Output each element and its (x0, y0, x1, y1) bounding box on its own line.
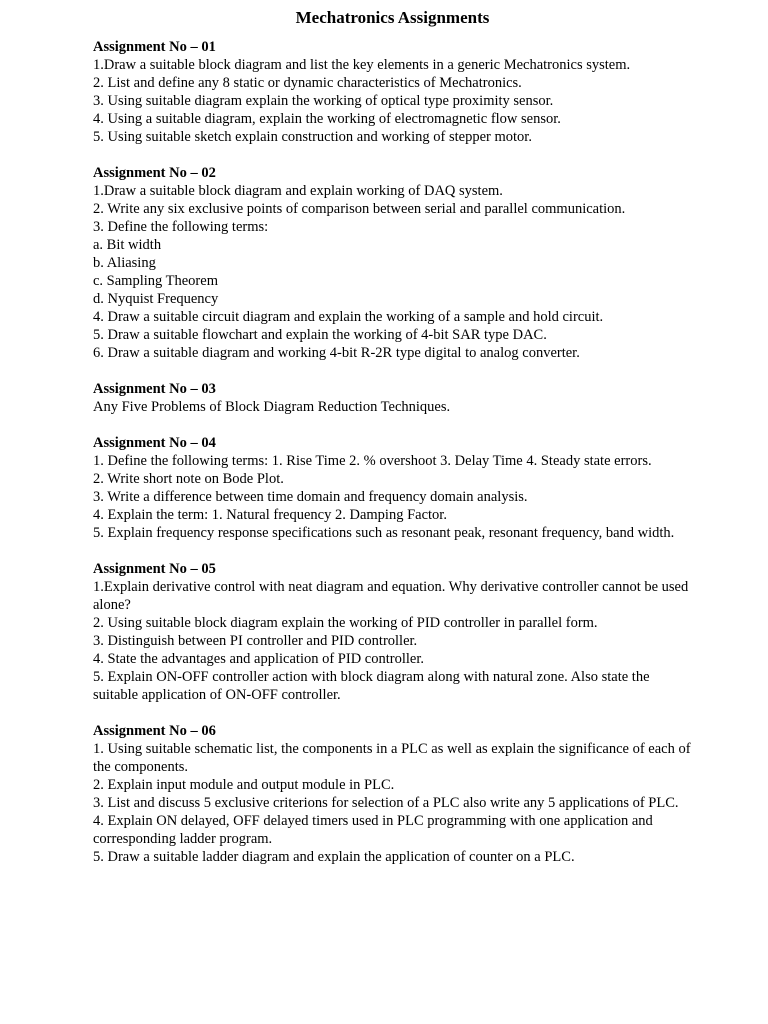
assignment-question: 3. Define the following terms: (93, 219, 269, 235)
assignment-section (93, 38, 692, 146)
assignment-question: 4. Explain ON delayed, OFF delayed timers used in PLC programming with one application and corresponding ladder program. (93, 813, 653, 847)
assignment-question: 4. Draw a suitable circuit diagram and explain the working of a sample and hold circuit. (93, 309, 604, 325)
assignment-heading: Assignment No – 03 (93, 381, 216, 397)
assignment-question: 5. Using suitable sketch explain construction and working of stepper motor. (93, 129, 532, 145)
assignment-section (93, 722, 692, 866)
assignment-question: 4. Using a suitable diagram, explain the working of electromagnetic flow sensor. (93, 111, 561, 127)
assignment-question: 1.Explain derivative control with neat diagram and equation. Why derivative controller cannot be used alone? (93, 579, 689, 613)
assignment-question: a. Bit width (93, 237, 162, 253)
assignment-section (93, 380, 692, 416)
assignment-question: 2. Write short note on Bode Plot. (93, 471, 284, 487)
assignment-question: 2. Write any six exclusive points of comparison between serial and parallel communication. (93, 201, 626, 217)
assignment-heading: Assignment No – 01 (93, 39, 216, 55)
assignment-question: 5. Explain frequency response specifications such as resonant peak, resonant frequency, band width. (93, 525, 675, 541)
assignment-question: 1.Draw a suitable block diagram and list the key elements in a generic Mechatronics system. (93, 57, 631, 73)
assignment-question: Any Five Problems of Block Diagram Reduction Techniques. (93, 399, 451, 415)
assignment-section (93, 434, 692, 542)
assignment-section (93, 164, 692, 362)
assignment-question: 4. Explain the term: 1. Natural frequency 2. Damping Factor. (93, 507, 447, 523)
assignment-question: 5. Explain ON-OFF controller action with block diagram along with natural zone. Also state the suitable application of ON-OFF controller. (93, 669, 650, 703)
assignment-heading: Assignment No – 06 (93, 723, 216, 739)
assignment-question: 5. Draw a suitable flowchart and explain the working of 4-bit SAR type DAC. (93, 327, 547, 343)
assignment-question: c. Sampling Theorem (93, 273, 218, 289)
assignment-heading: Assignment No – 02 (93, 165, 216, 181)
assignment-question: 5. Draw a suitable ladder diagram and explain the application of counter on a PLC. (93, 849, 575, 865)
assignment-question: 3. Distinguish between PI controller and PID controller. (93, 633, 418, 649)
assignment-question: b. Aliasing (93, 255, 156, 271)
assignment-heading: Assignment No – 04 (93, 435, 216, 451)
assignment-question: 3. Using suitable diagram explain the working of optical type proximity sensor. (93, 93, 554, 109)
assignment-question: d. Nyquist Frequency (93, 291, 219, 307)
assignment-question: 2. Explain input module and output module in PLC. (93, 777, 395, 793)
assignment-question: 3. Write a difference between time domain and frequency domain analysis. (93, 489, 528, 505)
assignment-question: 4. State the advantages and application of PID controller. (93, 651, 424, 667)
assignment-heading: Assignment No – 05 (93, 561, 216, 577)
assignment-section (93, 560, 692, 704)
assignment-question: 1. Using suitable schematic list, the components in a PLC as well as explain the significance of each of the components. (93, 741, 691, 775)
page-title: Mechatronics Assignments (295, 8, 490, 27)
assignment-question: 2. List and define any 8 static or dynamic characteristics of Mechatronics. (93, 75, 522, 91)
assignment-question: 3. List and discuss 5 exclusive criterions for selection of a PLC also write any 5 applications of PLC. (93, 795, 679, 811)
assignment-question: 2. Using suitable block diagram explain the working of PID controller in parallel form. (93, 615, 598, 631)
assignment-question: 6. Draw a suitable diagram and working 4-bit R-2R type digital to analog converter. (93, 345, 580, 361)
assignment-question: 1.Draw a suitable block diagram and explain working of DAQ system. (93, 183, 503, 199)
assignment-list (93, 38, 692, 866)
assignment-question: 1. Define the following terms: 1. Rise Time 2. % overshoot 3. Delay Time 4. Steady state errors. (93, 453, 652, 469)
